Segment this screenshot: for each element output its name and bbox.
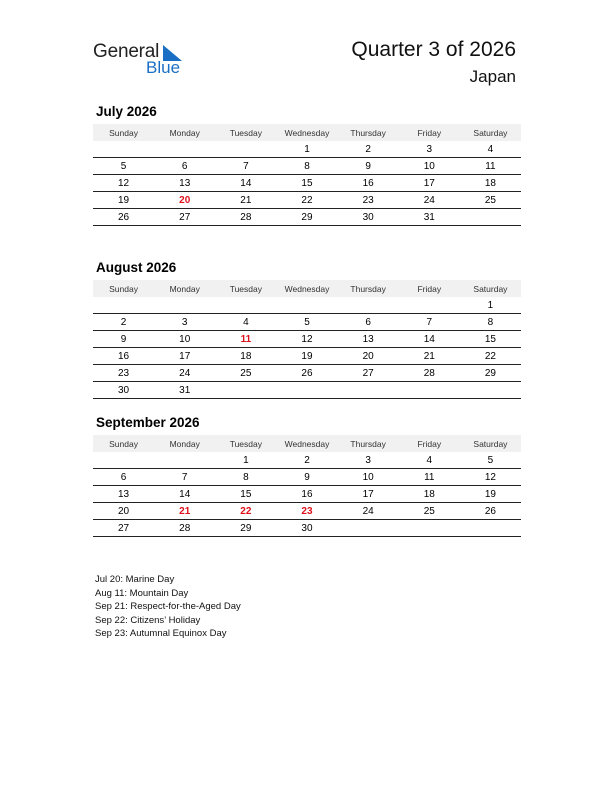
week-row	[93, 348, 521, 365]
day-cell	[276, 382, 337, 399]
day-cell: 8	[460, 314, 521, 331]
day-cell: 15	[276, 175, 337, 192]
day-cell: 6	[338, 314, 399, 331]
weekday-header: Saturday	[460, 280, 521, 297]
weekday-header: Wednesday	[276, 435, 337, 452]
weekday-header: Thursday	[338, 435, 399, 452]
holiday-item: Aug 11: Mountain Day	[95, 587, 189, 599]
day-cell: 8	[276, 158, 337, 175]
day-cell: 3	[338, 452, 399, 469]
day-cell: 8	[215, 469, 276, 486]
day-cell: 28	[399, 365, 460, 382]
day-cell: 10	[338, 469, 399, 486]
day-cell: 7	[399, 314, 460, 331]
day-cell: 1	[276, 141, 337, 158]
day-cell: 29	[215, 520, 276, 537]
day-cell: 18	[460, 175, 521, 192]
day-cell: 12	[93, 175, 154, 192]
week-row	[93, 503, 521, 520]
day-cell: 26	[93, 209, 154, 226]
day-cell: 19	[276, 348, 337, 365]
weekday-header: Wednesday	[276, 124, 337, 141]
month-title: August 2026	[96, 260, 177, 275]
day-cell: 6	[93, 469, 154, 486]
holiday-item: Jul 20: Marine Day	[95, 574, 175, 585]
weekday-header: Sunday	[93, 124, 154, 141]
day-cell: 31	[154, 382, 215, 399]
week-row	[93, 365, 521, 382]
weekday-header: Sunday	[93, 280, 154, 297]
day-cell: 22	[460, 348, 521, 365]
weekday-header: Wednesday	[276, 280, 337, 297]
day-cell	[154, 452, 215, 469]
day-cell: 13	[93, 486, 154, 503]
day-cell	[215, 382, 276, 399]
weekday-header: Tuesday	[215, 124, 276, 141]
day-cell	[215, 297, 276, 314]
calendar-table	[93, 280, 521, 399]
day-cell: 16	[338, 175, 399, 192]
day-cell	[399, 382, 460, 399]
day-cell: 4	[215, 314, 276, 331]
day-cell: 12	[460, 469, 521, 486]
week-row	[93, 486, 521, 503]
day-cell: 25	[399, 503, 460, 520]
day-cell: 20	[93, 503, 154, 520]
weekday-header: Thursday	[338, 280, 399, 297]
day-cell	[93, 297, 154, 314]
day-cell	[215, 141, 276, 158]
day-cell: 11	[399, 469, 460, 486]
day-cell: 16	[276, 486, 337, 503]
day-cell: 20	[338, 348, 399, 365]
day-cell: 24	[154, 365, 215, 382]
day-cell: 30	[93, 382, 154, 399]
month-september	[93, 414, 521, 537]
weekday-header: Friday	[399, 435, 460, 452]
month-title: September 2026	[96, 415, 200, 430]
week-row	[93, 209, 521, 226]
day-cell: 7	[154, 469, 215, 486]
month-august	[93, 259, 521, 399]
week-row	[93, 192, 521, 209]
day-cell: 13	[154, 175, 215, 192]
weekday-header: Saturday	[460, 124, 521, 141]
day-cell: 15	[460, 331, 521, 348]
day-cell	[460, 209, 521, 226]
day-cell: 6	[154, 158, 215, 175]
holiday-item: Sep 23: Autumnal Equinox Day	[95, 628, 227, 640]
day-cell: 22	[215, 503, 276, 520]
holiday-item: Sep 22: Citizens’ Holiday	[95, 614, 201, 626]
week-row	[93, 469, 521, 486]
weekday-header: Tuesday	[215, 435, 276, 452]
day-cell: 5	[276, 314, 337, 331]
weekday-header: Thursday	[338, 124, 399, 141]
day-cell: 9	[338, 158, 399, 175]
day-cell	[338, 520, 399, 537]
day-cell: 28	[154, 520, 215, 537]
day-cell: 29	[460, 365, 521, 382]
day-cell: 3	[399, 141, 460, 158]
day-cell: 2	[276, 452, 337, 469]
day-cell	[338, 297, 399, 314]
week-row	[93, 331, 521, 348]
generalblue-logo	[93, 40, 193, 80]
calendar-table	[93, 124, 521, 226]
day-cell: 11	[460, 158, 521, 175]
day-cell: 15	[215, 486, 276, 503]
day-cell: 17	[399, 175, 460, 192]
day-cell: 2	[93, 314, 154, 331]
day-cell: 4	[460, 141, 521, 158]
day-cell: 9	[276, 469, 337, 486]
day-cell	[338, 382, 399, 399]
day-cell: 2	[338, 141, 399, 158]
day-cell: 7	[215, 158, 276, 175]
day-cell: 1	[215, 452, 276, 469]
day-cell: 10	[399, 158, 460, 175]
logo-word-blue: Blue	[146, 58, 181, 77]
day-cell	[460, 520, 521, 537]
day-cell	[399, 520, 460, 537]
week-row	[93, 452, 521, 469]
day-cell: 26	[276, 365, 337, 382]
day-cell: 27	[93, 520, 154, 537]
day-cell: 26	[460, 503, 521, 520]
day-cell: 23	[93, 365, 154, 382]
day-cell	[154, 297, 215, 314]
day-cell: 21	[154, 503, 215, 520]
day-cell	[399, 297, 460, 314]
day-cell	[460, 382, 521, 399]
day-cell: 21	[215, 192, 276, 209]
weekday-header-row	[93, 280, 521, 297]
day-cell: 24	[399, 192, 460, 209]
day-cell: 30	[276, 520, 337, 537]
day-cell: 12	[276, 331, 337, 348]
day-cell: 24	[338, 503, 399, 520]
day-cell: 22	[276, 192, 337, 209]
day-cell: 21	[399, 348, 460, 365]
day-cell: 5	[93, 158, 154, 175]
day-cell: 17	[154, 348, 215, 365]
weekday-header: Monday	[154, 280, 215, 297]
week-row	[93, 141, 521, 158]
day-cell	[93, 452, 154, 469]
day-cell: 11	[215, 331, 276, 348]
day-cell: 3	[154, 314, 215, 331]
week-row	[93, 314, 521, 331]
week-row	[93, 158, 521, 175]
weekday-header: Friday	[399, 124, 460, 141]
day-cell: 16	[93, 348, 154, 365]
week-row	[93, 175, 521, 192]
day-cell: 23	[338, 192, 399, 209]
day-cell: 31	[399, 209, 460, 226]
day-cell: 23	[276, 503, 337, 520]
month-title: July 2026	[96, 104, 157, 119]
calendar-table	[93, 435, 521, 537]
day-cell: 30	[338, 209, 399, 226]
day-cell: 29	[276, 209, 337, 226]
day-cell: 5	[460, 452, 521, 469]
day-cell: 28	[215, 209, 276, 226]
day-cell: 1	[460, 297, 521, 314]
week-row	[93, 520, 521, 537]
day-cell: 19	[93, 192, 154, 209]
weekday-header: Saturday	[460, 435, 521, 452]
day-cell: 4	[399, 452, 460, 469]
day-cell: 14	[154, 486, 215, 503]
weekday-header: Friday	[399, 280, 460, 297]
holiday-item: Sep 21: Respect-for-the-Aged Day	[95, 601, 241, 613]
day-cell: 9	[93, 331, 154, 348]
day-cell	[276, 297, 337, 314]
holiday-list	[95, 573, 241, 641]
day-cell: 18	[399, 486, 460, 503]
day-cell: 14	[215, 175, 276, 192]
country-name: Japan	[469, 67, 516, 86]
day-cell: 27	[338, 365, 399, 382]
weekday-header: Tuesday	[215, 280, 276, 297]
day-cell: 20	[154, 192, 215, 209]
month-july	[93, 103, 521, 226]
page-title: Quarter 3 of 2026	[351, 38, 516, 61]
weekday-header-row	[93, 435, 521, 452]
day-cell: 18	[215, 348, 276, 365]
day-cell: 13	[338, 331, 399, 348]
day-cell: 17	[338, 486, 399, 503]
logo-word-general: General	[93, 41, 160, 62]
day-cell	[93, 141, 154, 158]
weekday-header-row	[93, 124, 521, 141]
week-row	[93, 297, 521, 314]
day-cell	[154, 141, 215, 158]
weekday-header: Monday	[154, 124, 215, 141]
day-cell: 25	[215, 365, 276, 382]
day-cell: 10	[154, 331, 215, 348]
week-row	[93, 382, 521, 399]
day-cell: 25	[460, 192, 521, 209]
day-cell: 27	[154, 209, 215, 226]
day-cell: 14	[399, 331, 460, 348]
day-cell: 19	[460, 486, 521, 503]
weekday-header: Sunday	[93, 435, 154, 452]
weekday-header: Monday	[154, 435, 215, 452]
